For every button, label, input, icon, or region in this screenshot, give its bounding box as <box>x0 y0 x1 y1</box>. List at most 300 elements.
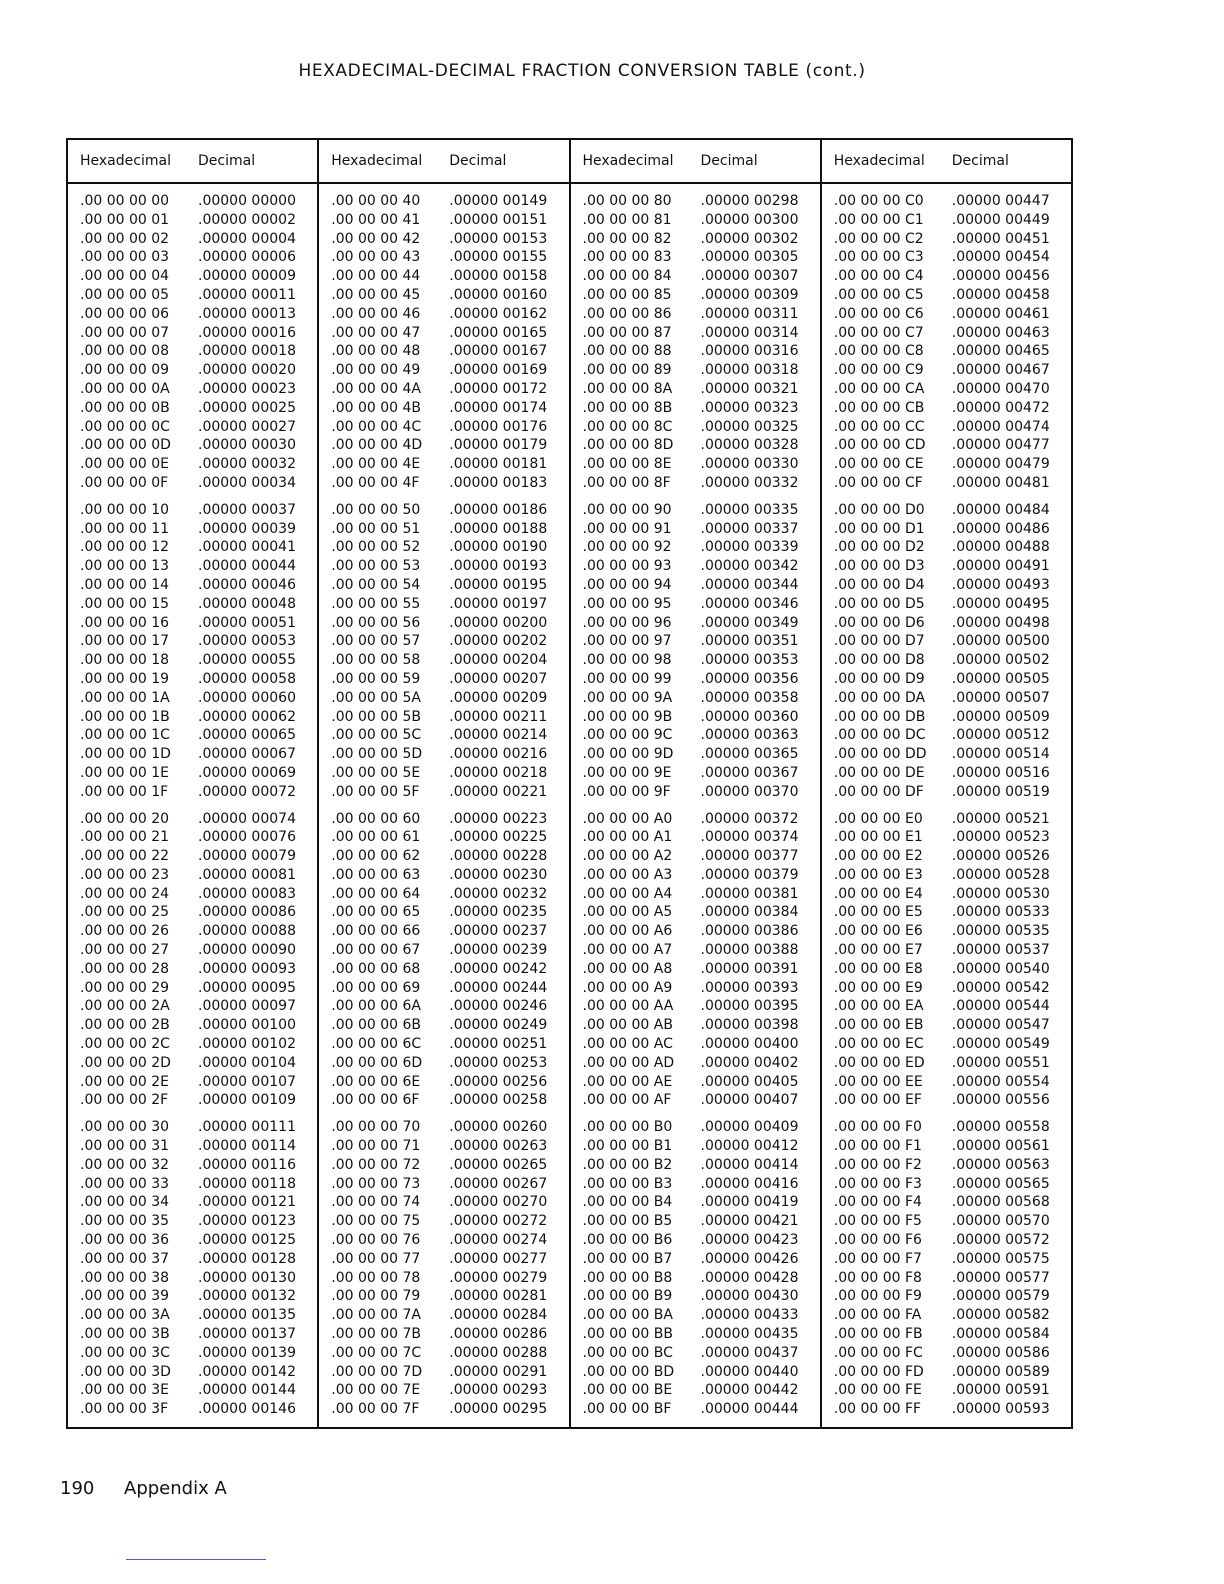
hex-value: .00 00 00 5D <box>331 746 423 763</box>
decimal-value: .00000 00083 <box>198 885 296 902</box>
decimal-value: .00000 00153 <box>449 230 548 247</box>
table-row <box>822 1269 1071 1288</box>
hex-value: .00 00 00 C8 <box>833 343 924 360</box>
table-row <box>571 960 820 979</box>
table-row <box>822 1381 1071 1400</box>
table-row <box>68 745 317 764</box>
hex-value: .00 00 00 44 <box>331 268 421 285</box>
decimal-value: .00000 00230 <box>449 866 548 883</box>
decimal-value: .00000 00344 <box>700 576 799 593</box>
decimal-value: .00000 00186 <box>449 501 548 518</box>
hex-value: .00 00 00 CA <box>833 380 925 397</box>
hex-value: .00 00 00 21 <box>80 829 170 846</box>
table-row <box>822 1054 1071 1073</box>
hex-value: .00 00 00 20 <box>80 810 170 827</box>
table-row <box>68 1250 317 1269</box>
hex-value: .00 00 00 35 <box>80 1213 170 1230</box>
hex-value: .00 00 00 41 <box>331 211 421 228</box>
page-number: 190 <box>60 1478 95 1499</box>
decimal-value: .00000 00372 <box>700 810 799 827</box>
decimal-value: .00000 00176 <box>449 418 548 435</box>
table-row <box>822 520 1071 539</box>
table-row <box>822 538 1071 557</box>
decimal-value: .00000 00281 <box>449 1288 548 1305</box>
table-row <box>822 847 1071 866</box>
table-row <box>571 941 820 960</box>
decimal-value: .00000 00174 <box>449 399 548 416</box>
hex-value: .00 00 00 7B <box>331 1326 422 1343</box>
table-row <box>822 501 1071 520</box>
hex-value: .00 00 00 EA <box>833 998 924 1015</box>
decimal-value: .00000 00309 <box>700 286 799 303</box>
decimal-value: .00000 00398 <box>700 1017 799 1034</box>
table-row <box>822 324 1071 343</box>
column-group-header <box>68 140 317 184</box>
table-row <box>571 1175 820 1194</box>
row-list <box>319 192 568 1419</box>
decimal-value: .00000 00169 <box>449 362 548 379</box>
decimal-value: .00000 00065 <box>198 727 296 744</box>
decimal-value: .00000 00102 <box>198 1036 296 1053</box>
table-row <box>822 783 1071 802</box>
hex-value: .00 00 00 B5 <box>582 1213 673 1230</box>
hex-value: .00 00 00 C2 <box>833 230 924 247</box>
decimal-value: .00000 00544 <box>951 998 1050 1015</box>
table-row <box>68 1400 317 1419</box>
table-row <box>68 979 317 998</box>
hex-value: .00 00 00 53 <box>331 558 421 575</box>
decimal-value: .00000 00416 <box>700 1175 799 1192</box>
decimal-value: .00000 00109 <box>198 1092 296 1109</box>
table-row <box>571 745 820 764</box>
table-row <box>68 361 317 380</box>
decimal-value: .00000 00530 <box>951 885 1050 902</box>
hex-value: .00 00 00 3A <box>80 1307 170 1324</box>
decimal-value: .00000 00423 <box>700 1232 799 1249</box>
table-row <box>68 455 317 474</box>
table-row <box>822 1231 1071 1250</box>
hex-value: .00 00 00 AD <box>582 1054 675 1071</box>
decimal-value: .00000 00589 <box>951 1363 1050 1380</box>
hex-value: .00 00 00 63 <box>331 866 421 883</box>
hex-value: .00 00 00 E1 <box>833 829 923 846</box>
decimal-value: .00000 00146 <box>198 1401 296 1418</box>
hex-value: .00 00 00 0F <box>80 474 169 491</box>
decimal-value: .00000 00367 <box>700 764 799 781</box>
table-row <box>571 595 820 614</box>
table-row <box>822 1287 1071 1306</box>
decimal-value: .00000 00211 <box>449 708 548 725</box>
hex-value: .00 00 00 E0 <box>833 810 923 827</box>
decimal-value: .00000 00277 <box>449 1250 548 1267</box>
hex-value: .00 00 00 F6 <box>833 1232 922 1249</box>
decimal-value: .00000 00286 <box>449 1326 548 1343</box>
table-row <box>822 361 1071 380</box>
decimal-value: .00000 00051 <box>198 614 296 631</box>
hex-value: .00 00 00 5A <box>331 689 421 706</box>
table-row <box>68 1016 317 1035</box>
table-row <box>822 192 1071 211</box>
decimal-value: .00000 00253 <box>449 1054 548 1071</box>
table-row <box>319 979 568 998</box>
table-row <box>822 1175 1071 1194</box>
hex-value: .00 00 00 34 <box>80 1194 170 1211</box>
table-row <box>571 1231 820 1250</box>
decimal-value: .00000 00011 <box>198 286 296 303</box>
decimal-value: .00000 00200 <box>449 614 548 631</box>
table-row <box>319 1250 568 1269</box>
hex-value: .00 00 00 D3 <box>833 558 925 575</box>
hex-value: .00 00 00 B0 <box>582 1119 673 1136</box>
hex-value: .00 00 00 8C <box>582 418 673 435</box>
column-group-header <box>571 140 820 184</box>
hex-value: .00 00 00 26 <box>80 923 170 940</box>
decimal-value: .00000 00582 <box>951 1307 1050 1324</box>
decimal-value: .00000 00568 <box>951 1194 1050 1211</box>
hex-value: .00 00 00 FD <box>833 1363 924 1380</box>
table-row <box>822 1016 1071 1035</box>
decimal-value: .00000 00172 <box>449 380 548 397</box>
hex-value: .00 00 00 A5 <box>582 904 673 921</box>
hex-value: .00 00 00 2A <box>80 998 170 1015</box>
decimal-value: .00000 00512 <box>951 727 1050 744</box>
table-row <box>319 455 568 474</box>
decimal-value: .00000 00435 <box>700 1326 799 1343</box>
table-row <box>571 922 820 941</box>
decimal-value: .00000 00125 <box>198 1232 296 1249</box>
hex-value: .00 00 00 BE <box>582 1382 673 1399</box>
hex-value: .00 00 00 7E <box>331 1382 421 1399</box>
decimal-header: Decimal <box>198 153 256 169</box>
hex-value: .00 00 00 C0 <box>833 193 924 209</box>
table-row <box>571 399 820 418</box>
decimal-value: .00000 00346 <box>700 595 799 612</box>
decimal-value: .00000 00509 <box>951 708 1050 725</box>
table-row <box>319 941 568 960</box>
table-row <box>68 632 317 651</box>
hex-value: .00 00 00 2C <box>80 1036 170 1053</box>
hex-value: .00 00 00 D7 <box>833 633 925 650</box>
hex-value: .00 00 00 76 <box>331 1232 421 1249</box>
table-row <box>822 632 1071 651</box>
hex-value: .00 00 00 EF <box>833 1092 922 1109</box>
hex-value: .00 00 00 A1 <box>582 829 673 846</box>
decimal-value: .00000 00118 <box>198 1175 296 1192</box>
hex-value: .00 00 00 3C <box>80 1344 170 1361</box>
hex-value: .00 00 00 25 <box>80 904 170 921</box>
hex-value: .00 00 00 FF <box>833 1401 922 1418</box>
decimal-value: .00000 00505 <box>951 670 1050 687</box>
decimal-value: .00000 00195 <box>449 576 548 593</box>
table-row <box>571 267 820 286</box>
hex-value: .00 00 00 31 <box>80 1138 170 1155</box>
hex-value: .00 00 00 2F <box>80 1092 169 1109</box>
decimal-value: .00000 00228 <box>449 848 548 865</box>
decimal-value: .00000 00323 <box>700 399 799 416</box>
hex-value: .00 00 00 F7 <box>833 1250 922 1267</box>
table-row <box>319 810 568 829</box>
table-row <box>68 1231 317 1250</box>
decimal-value: .00000 00095 <box>198 979 296 996</box>
hex-value: .00 00 00 1B <box>80 708 170 725</box>
row-list <box>571 192 820 1419</box>
table-row <box>319 1091 568 1110</box>
hex-value: .00 00 00 29 <box>80 979 170 996</box>
table-row <box>822 979 1071 998</box>
decimal-value: .00000 00516 <box>951 764 1050 781</box>
decimal-value: .00000 00561 <box>951 1138 1050 1155</box>
hex-value: .00 00 00 42 <box>331 230 421 247</box>
hex-value: .00 00 00 18 <box>80 652 170 669</box>
table-row <box>571 632 820 651</box>
decimal-value: .00000 00037 <box>198 501 296 518</box>
hex-value: .00 00 00 AB <box>582 1017 673 1034</box>
table-row <box>822 670 1071 689</box>
table-row <box>822 726 1071 745</box>
column-group <box>820 140 1071 1427</box>
decimal-value: .00000 00558 <box>951 1119 1050 1136</box>
decimal-value: .00000 00274 <box>449 1232 548 1249</box>
decimal-value: .00000 00128 <box>198 1250 296 1267</box>
table-row <box>319 436 568 455</box>
table-row <box>319 1016 568 1035</box>
hex-value: .00 00 00 4F <box>331 474 420 491</box>
hex-value: .00 00 00 6B <box>331 1017 422 1034</box>
table-row <box>571 708 820 727</box>
decimal-value: .00000 00139 <box>198 1344 296 1361</box>
decimal-value: .00000 00342 <box>700 558 799 575</box>
hex-value: .00 00 00 77 <box>331 1250 421 1267</box>
decimal-value: .00000 00111 <box>198 1119 296 1136</box>
table-row <box>822 1073 1071 1092</box>
decimal-value: .00000 00062 <box>198 708 296 725</box>
table-row <box>822 576 1071 595</box>
table-row <box>571 1091 820 1110</box>
table-row <box>319 342 568 361</box>
table-row <box>571 436 820 455</box>
table-row <box>68 399 317 418</box>
decimal-value: .00000 00414 <box>700 1156 799 1173</box>
table-row <box>319 501 568 520</box>
decimal-value: .00000 00356 <box>700 670 799 687</box>
table-row <box>571 1344 820 1363</box>
hex-value: .00 00 00 95 <box>582 595 672 612</box>
hex-value: .00 00 00 5C <box>331 727 422 744</box>
table-row <box>319 557 568 576</box>
decimal-value: .00000 00181 <box>449 456 548 473</box>
decimal-value: .00000 00379 <box>700 866 799 883</box>
table-row <box>68 1193 317 1212</box>
table-row <box>68 501 317 520</box>
table-row <box>68 211 317 230</box>
hex-value: .00 00 00 00 <box>80 193 170 209</box>
table-row <box>319 1269 568 1288</box>
table-row <box>571 286 820 305</box>
table-row <box>319 305 568 324</box>
table-row <box>68 1118 317 1137</box>
decimal-value: .00000 00528 <box>951 866 1050 883</box>
decimal-value: .00000 00523 <box>951 829 1050 846</box>
decimal-value: .00000 00155 <box>449 249 548 266</box>
table-row <box>822 810 1071 829</box>
decimal-value: .00000 00023 <box>198 380 296 397</box>
hex-value: .00 00 00 43 <box>331 249 421 266</box>
decimal-value: .00000 00053 <box>198 633 296 650</box>
decimal-value: .00000 00002 <box>198 211 296 228</box>
hex-value: .00 00 00 0D <box>80 437 171 454</box>
table-row <box>68 520 317 539</box>
hex-value: .00 00 00 C9 <box>833 362 924 379</box>
table-row <box>68 810 317 829</box>
hex-value: .00 00 00 28 <box>80 960 170 977</box>
table-row <box>319 1212 568 1231</box>
table-row <box>319 726 568 745</box>
table-row <box>319 1381 568 1400</box>
table-row <box>68 828 317 847</box>
table-row <box>571 501 820 520</box>
hex-value: .00 00 00 E5 <box>833 904 923 921</box>
decimal-value: .00000 00488 <box>951 539 1050 556</box>
hex-value: .00 00 00 4A <box>331 380 421 397</box>
hex-value: .00 00 00 BA <box>582 1307 673 1324</box>
decimal-value: .00000 00034 <box>198 474 296 491</box>
table-row <box>319 192 568 211</box>
hex-value: .00 00 00 24 <box>80 885 170 902</box>
hex-value: .00 00 00 90 <box>582 501 672 518</box>
hex-value: .00 00 00 45 <box>331 286 421 303</box>
hex-value: .00 00 00 E8 <box>833 960 923 977</box>
table-row <box>822 960 1071 979</box>
decimal-value: .00000 00025 <box>198 399 296 416</box>
table-row <box>822 903 1071 922</box>
table-row <box>571 614 820 633</box>
hexadecimal-header: Hexadecimal <box>833 153 925 169</box>
hex-value: .00 00 00 70 <box>331 1119 421 1136</box>
hex-value: .00 00 00 6D <box>331 1054 423 1071</box>
decimal-value: .00000 00204 <box>449 652 548 669</box>
table-row <box>68 267 317 286</box>
hex-value: .00 00 00 55 <box>331 595 421 612</box>
table-row <box>571 230 820 249</box>
hex-value: .00 00 00 0A <box>80 380 170 397</box>
decimal-value: .00000 00554 <box>951 1073 1050 1090</box>
table-row <box>319 632 568 651</box>
decimal-value: .00000 00256 <box>449 1073 548 1090</box>
decimal-value: .00000 00307 <box>700 268 799 285</box>
table-row <box>822 941 1071 960</box>
hex-value: .00 00 00 BD <box>582 1363 675 1380</box>
decimal-value: .00000 00465 <box>951 343 1050 360</box>
hex-value: .00 00 00 1F <box>80 783 169 800</box>
table-row <box>319 1363 568 1382</box>
decimal-value: .00000 00216 <box>449 746 548 763</box>
table-row <box>822 455 1071 474</box>
decimal-value: .00000 00116 <box>198 1156 296 1173</box>
table-row <box>822 1156 1071 1175</box>
hex-value: .00 00 00 04 <box>80 268 170 285</box>
hex-value: .00 00 00 DA <box>833 689 926 706</box>
decimal-value: .00000 00444 <box>700 1401 799 1418</box>
table-row <box>571 670 820 689</box>
hex-value: .00 00 00 E4 <box>833 885 923 902</box>
table-row <box>822 866 1071 885</box>
decimal-value: .00000 00393 <box>700 979 799 996</box>
table-row <box>319 324 568 343</box>
table-row <box>319 1287 568 1306</box>
table-row <box>68 436 317 455</box>
section-label: Appendix A <box>124 1478 227 1499</box>
table-row <box>68 286 317 305</box>
decimal-value: .00000 00479 <box>951 456 1050 473</box>
table-row <box>68 380 317 399</box>
hex-value: .00 00 00 D0 <box>833 501 925 518</box>
hex-value: .00 00 00 71 <box>331 1138 421 1155</box>
table-row <box>822 1118 1071 1137</box>
hex-value: .00 00 00 CC <box>833 418 925 435</box>
decimal-value: .00000 00495 <box>951 595 1050 612</box>
hex-value: .00 00 00 ED <box>833 1054 925 1071</box>
hex-value: .00 00 00 7A <box>331 1307 421 1324</box>
decimal-value: .00000 00542 <box>951 979 1050 996</box>
hex-value: .00 00 00 66 <box>331 923 421 940</box>
table-row <box>68 1156 317 1175</box>
table-row <box>319 1054 568 1073</box>
hex-value: .00 00 00 36 <box>80 1232 170 1249</box>
decimal-value: .00000 00556 <box>951 1092 1050 1109</box>
decimal-value: .00000 00565 <box>951 1175 1050 1192</box>
decimal-value: .00000 00027 <box>198 418 296 435</box>
hex-value: .00 00 00 F2 <box>833 1156 922 1173</box>
table-row <box>68 1091 317 1110</box>
hex-value: .00 00 00 11 <box>80 520 170 537</box>
hex-value: .00 00 00 F4 <box>833 1194 922 1211</box>
hex-value: .00 00 00 82 <box>582 230 672 247</box>
hex-value: .00 00 00 C3 <box>833 249 924 266</box>
decimal-value: .00000 00137 <box>198 1326 296 1343</box>
table-row <box>571 557 820 576</box>
decimal-value: .00000 00188 <box>449 520 548 537</box>
hex-value: .00 00 00 6F <box>331 1092 420 1109</box>
table-row <box>68 1137 317 1156</box>
decimal-value: .00000 00032 <box>198 456 296 473</box>
hex-value: .00 00 00 17 <box>80 633 170 650</box>
hex-value: .00 00 00 78 <box>331 1269 421 1286</box>
decimal-value: .00000 00472 <box>951 399 1050 416</box>
hex-value: .00 00 00 F0 <box>833 1119 922 1136</box>
decimal-value: .00000 00048 <box>198 595 296 612</box>
decimal-header: Decimal <box>951 153 1009 169</box>
table-row <box>571 783 820 802</box>
table-row <box>319 866 568 885</box>
decimal-value: .00000 00162 <box>449 305 548 322</box>
decimal-value: .00000 00402 <box>700 1054 799 1071</box>
table-row <box>822 922 1071 941</box>
table-row <box>319 708 568 727</box>
table-row <box>68 418 317 437</box>
decimal-value: .00000 00197 <box>449 595 548 612</box>
decimal-value: .00000 00209 <box>449 689 548 706</box>
table-row <box>822 595 1071 614</box>
decimal-value: .00000 00055 <box>198 652 296 669</box>
hex-value: .00 00 00 A7 <box>582 942 673 959</box>
decimal-value: .00000 00081 <box>198 866 296 883</box>
table-row <box>68 903 317 922</box>
hex-value: .00 00 00 4C <box>331 418 422 435</box>
hex-value: .00 00 00 84 <box>582 268 672 285</box>
table-row <box>68 192 317 211</box>
hex-value: .00 00 00 FE <box>833 1382 922 1399</box>
table-row <box>68 1054 317 1073</box>
